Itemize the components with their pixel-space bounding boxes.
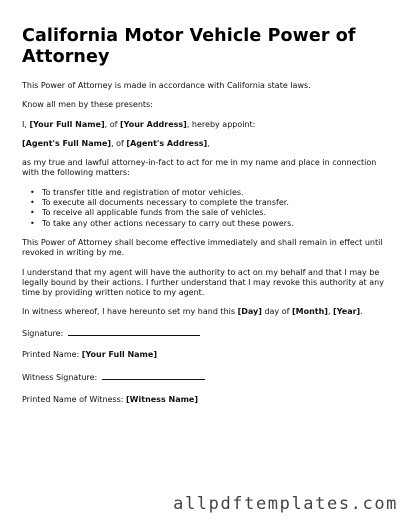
list-item [30,218,390,229]
printed-name-label: Printed Name: [22,350,82,360]
signature-row [22,327,390,339]
appoint-paragraph [22,120,390,130]
month-placeholder: [Month] [291,307,328,317]
signature-label: Signature: [22,328,64,338]
witness-suffix: . [360,307,363,317]
witness-mid2: , [327,307,334,317]
witness-signature-field[interactable] [102,371,205,380]
witness-printed-name-label: Printed Name of Witness: [22,394,127,404]
signature-field[interactable] [68,327,200,336]
witness-printed-name-row [22,395,390,405]
witness-name-placeholder: [Witness Name] [126,394,199,404]
effective-clause: This Power of Attorney shall become effective immediately and shall remain in effect until revoked in writing by me. [22,237,383,258]
document-page [22,26,390,416]
appoint-suffix: , hereby appoint: [186,119,256,129]
intro-paragraph: This Power of Attorney is made in accordance with California state laws. [22,81,311,90]
witness-prefix: In witness whereof, I have hereunto set my hand this [22,307,238,317]
bullet-icon: • [30,187,35,197]
your-address-placeholder: [Your Address] [119,119,187,129]
witness-signature-label: Witness Signature: [22,373,98,383]
agent-mid: , of [111,138,127,148]
witness-whereof-paragraph [22,307,390,317]
appoint-mid: , of [104,119,120,129]
bullet-icon: • [30,208,35,218]
site-watermark: allpdftemplates.com [173,494,398,514]
printed-name-placeholder: [Your Full Name] [81,350,157,360]
witness-signature-row [22,371,390,383]
agent-paragraph [22,139,390,149]
know-all-paragraph: Know all men by these presents: [22,100,153,110]
printed-name-row [22,350,390,360]
list-item [30,187,390,198]
bullet-icon: • [30,198,35,208]
list-item-text: To transfer title and registration of motor vehicles. [42,187,244,197]
list-item [30,198,390,208]
your-name-placeholder: [Your Full Name] [29,119,105,129]
attorney-clause: as my true and lawful attorney-in-fact to act for me in my name and place in connection with the following matters: [22,158,377,178]
matters-list [22,188,390,229]
agent-address-placeholder: [Agent's Address] [126,138,208,148]
witness-mid1: day of [261,307,292,317]
list-item [30,208,390,218]
list-item-text: To take any other actions necessary to carry out these powers. [42,218,294,228]
bullet-icon: • [30,218,35,228]
day-placeholder: [Day] [237,307,262,317]
year-placeholder: [Year] [333,307,361,317]
list-item-text: To receive all applicable funds from the sale of vehicles. [42,208,266,218]
appoint-prefix: I, [22,119,30,129]
understand-clause: I understand that my agent will have the authority to act on my behalf and that I may be legally bound by their actions. I further understand that I may revoke this authority at any time by providing written notice to my agent. [22,267,384,298]
agent-name-placeholder: [Agent's Full Name] [22,138,112,148]
list-item-text: To execute all documents necessary to complete the transfer. [42,198,289,208]
agent-suffix: , [207,138,210,148]
document-title: California Motor Vehicle Power of Attorney [22,26,356,67]
